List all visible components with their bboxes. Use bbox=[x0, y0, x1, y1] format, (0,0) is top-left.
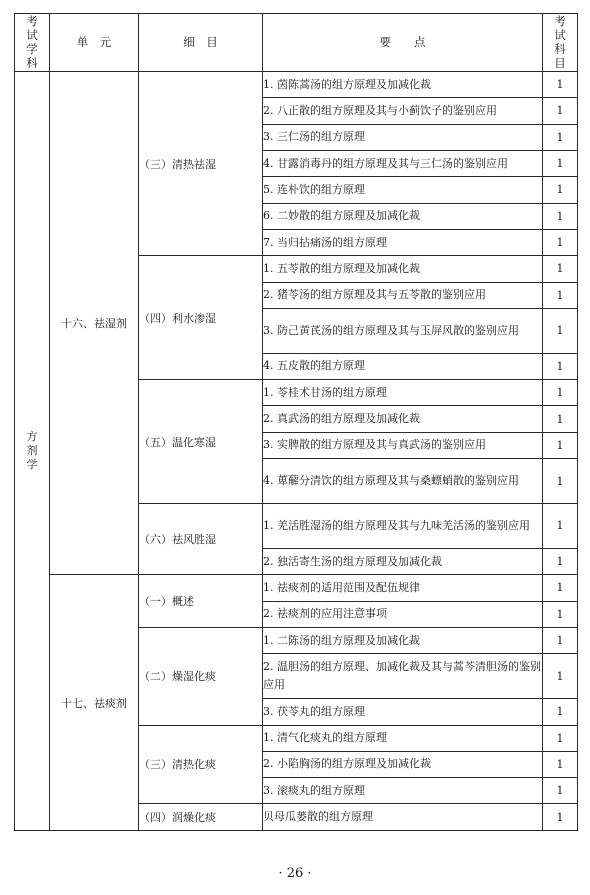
count-cell: 1 bbox=[543, 804, 578, 831]
point-cell: 4. 五皮散的组方原理 bbox=[263, 353, 543, 379]
detail-cell: （一）概述 bbox=[139, 575, 263, 628]
count-cell: 1 bbox=[543, 282, 578, 308]
point-cell: 7. 当归拈痛汤的组方原理 bbox=[263, 229, 543, 255]
point-cell: 1. 茵陈蒿汤的组方原理及加减化裁 bbox=[263, 72, 543, 98]
unit-cell: 十六、祛湿剂 bbox=[50, 72, 139, 575]
count-cell: 1 bbox=[543, 177, 578, 203]
detail-cell: （三）清热祛湿 bbox=[139, 72, 263, 256]
count-cell: 1 bbox=[543, 308, 578, 353]
unit-cell: 十七、祛痰剂 bbox=[50, 575, 139, 831]
count-cell: 1 bbox=[543, 504, 578, 549]
subject-label: 方剂学 bbox=[26, 430, 38, 471]
point-cell: 2. 猪苓汤的组方原理及其与五苓散的鉴别应用 bbox=[263, 282, 543, 308]
count-cell: 1 bbox=[543, 72, 578, 98]
detail-cell: （五）温化寒湿 bbox=[139, 380, 263, 504]
subject-cell bbox=[15, 72, 50, 831]
count-cell: 1 bbox=[543, 203, 578, 229]
detail-cell: （二）燥湿化痰 bbox=[139, 627, 263, 725]
detail-cell: （三）清热化痰 bbox=[139, 725, 263, 804]
count-cell: 1 bbox=[543, 124, 578, 150]
detail-cell: （四）润燥化痰 bbox=[139, 804, 263, 831]
point-cell: 1. 五苓散的组方原理及加减化裁 bbox=[263, 256, 543, 282]
count-cell: 1 bbox=[543, 725, 578, 751]
point-cell: 2. 独活寄生汤的组方原理及加减化裁 bbox=[263, 548, 543, 574]
syllabus-table bbox=[14, 13, 578, 831]
page-number: · 26 · bbox=[278, 866, 312, 881]
point-cell: 3. 实脾散的组方原理及其与真武汤的鉴别应用 bbox=[263, 432, 543, 458]
point-cell: 贝母瓜蒌散的组方原理 bbox=[263, 804, 543, 831]
point-cell: 4. 甘露消毒丹的组方原理及其与三仁汤的鉴别应用 bbox=[263, 150, 543, 176]
count-cell: 1 bbox=[543, 150, 578, 176]
table-body bbox=[15, 72, 578, 831]
table-row bbox=[15, 575, 578, 601]
count-cell: 1 bbox=[543, 778, 578, 804]
point-cell: 5. 连朴饮的组方原理 bbox=[263, 177, 543, 203]
point-cell: 3. 三仁汤的组方原理 bbox=[263, 124, 543, 150]
count-cell: 1 bbox=[543, 380, 578, 406]
count-cell: 1 bbox=[543, 699, 578, 725]
point-cell: 6. 二妙散的组方原理及加减化裁 bbox=[263, 203, 543, 229]
detail-cell: （四）利水渗湿 bbox=[139, 256, 263, 380]
header-count: 考试科目 bbox=[543, 14, 578, 72]
point-cell: 3. 防己黄芪汤的组方原理及其与玉屏风散的鉴别应用 bbox=[263, 308, 543, 353]
point-cell: 1. 苓桂术甘汤的组方原理 bbox=[263, 380, 543, 406]
count-cell: 1 bbox=[543, 575, 578, 601]
table-header-row bbox=[15, 14, 578, 72]
point-cell: 1. 羌活胜湿汤的组方原理及其与九味羌活汤的鉴别应用 bbox=[263, 504, 543, 549]
point-cell: 2. 真武汤的组方原理及加减化裁 bbox=[263, 406, 543, 432]
count-cell: 1 bbox=[543, 432, 578, 458]
count-cell: 1 bbox=[543, 406, 578, 432]
header-unit: 单 元 bbox=[50, 14, 139, 72]
header-detail: 细 目 bbox=[139, 14, 263, 72]
point-cell: 2. 小陷胸汤的组方原理及加减化裁 bbox=[263, 751, 543, 777]
detail-cell: （六）祛风胜湿 bbox=[139, 504, 263, 575]
count-cell: 1 bbox=[543, 654, 578, 699]
point-cell: 2. 温胆汤的组方原理、加减化裁及其与蒿芩清胆汤的鉴别应用 bbox=[263, 654, 543, 699]
count-cell: 1 bbox=[543, 98, 578, 124]
point-cell: 3. 滚痰丸的组方原理 bbox=[263, 778, 543, 804]
count-cell: 1 bbox=[543, 256, 578, 282]
point-cell: 4. 萆薢分清饮的组方原理及其与桑螵蛸散的鉴别应用 bbox=[263, 459, 543, 504]
count-cell: 1 bbox=[543, 229, 578, 255]
point-cell: 2. 祛痰剂的应用注意事项 bbox=[263, 601, 543, 627]
count-cell: 1 bbox=[543, 353, 578, 379]
count-cell: 1 bbox=[543, 548, 578, 574]
table-row bbox=[15, 72, 578, 98]
point-cell: 2. 八正散的组方原理及其与小蓟饮子的鉴别应用 bbox=[263, 98, 543, 124]
point-cell: 1. 祛痰剂的适用范围及配伍规律 bbox=[263, 575, 543, 601]
point-cell: 1. 二陈汤的组方原理及加减化裁 bbox=[263, 627, 543, 653]
count-cell: 1 bbox=[543, 459, 578, 504]
header-points: 要 点 bbox=[263, 14, 543, 72]
point-cell: 1. 清气化痰丸的组方原理 bbox=[263, 725, 543, 751]
count-cell: 1 bbox=[543, 627, 578, 653]
count-cell: 1 bbox=[543, 601, 578, 627]
point-cell: 3. 茯苓丸的组方原理 bbox=[263, 699, 543, 725]
count-cell: 1 bbox=[543, 751, 578, 777]
header-subject: 考试学科 bbox=[15, 14, 50, 72]
